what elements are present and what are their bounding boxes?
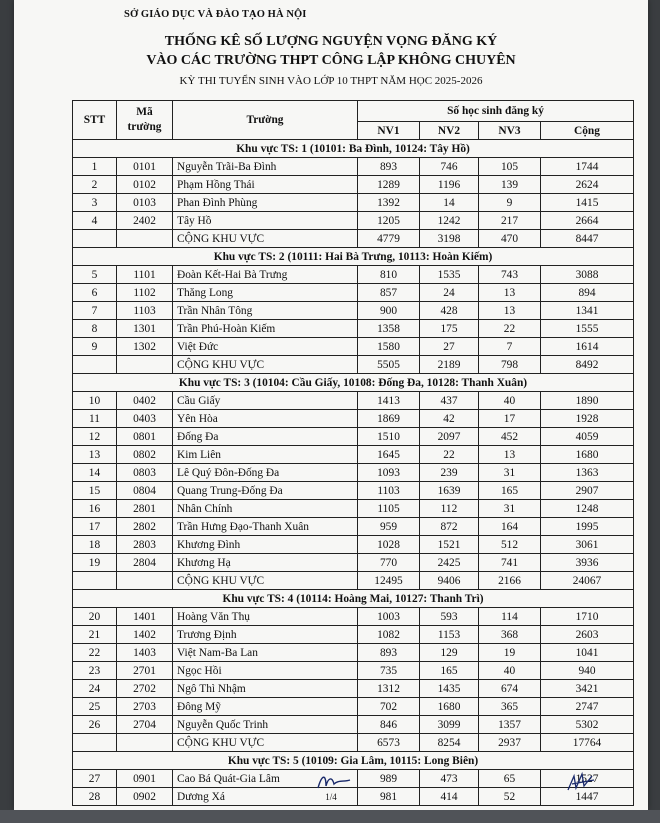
cell-school-name: Ngọc Hồi [173,662,358,680]
cell-nv3: 165 [479,482,541,500]
cell-school-name: Cao Bá Quát-Gia Lâm [173,770,358,788]
cell-nv2: 414 [420,788,479,806]
cell-school-code: 1101 [117,266,173,284]
cell-nv3: 217 [479,212,541,230]
cell-nv3: 17 [479,410,541,428]
cell-nv1: 981 [358,788,420,806]
document-subtitle: KỲ THI TUYỂN SINH VÀO LỚP 10 THPT NĂM HỌC 2025-2026 [179,75,483,87]
cell-school-code: 1103 [117,302,173,320]
cell-nv2: 24 [420,284,479,302]
table-row [73,446,634,464]
total-nv1: 12495 [358,572,420,590]
cell-school-name: Hoàng Văn Thụ [173,608,358,626]
total-nv3: 470 [479,230,541,248]
header-nv3: NV3 [479,122,541,140]
initials-signature-icon [314,770,354,792]
cell-total: 3936 [541,554,634,572]
cell-stt: 13 [73,446,117,464]
cell-empty [117,356,173,374]
cell-total: 2747 [541,698,634,716]
cell-nv2: 428 [420,302,479,320]
table-row [73,482,634,500]
cell-school-code: 2803 [117,536,173,554]
cell-nv2: 872 [420,518,479,536]
cell-school-name: Đông Mỹ [173,698,358,716]
cell-total: 1995 [541,518,634,536]
registration-table [72,100,634,806]
cell-nv2: 14 [420,194,479,212]
table-row [73,302,634,320]
cell-nv2: 165 [420,662,479,680]
cell-stt: 27 [73,770,117,788]
cell-nv1: 1003 [358,608,420,626]
table-row [73,194,634,212]
cell-nv3: 19 [479,644,541,662]
total-nv1: 6573 [358,734,420,752]
cell-school-code: 1301 [117,320,173,338]
cell-stt: 4 [73,212,117,230]
cell-school-name: Trần Phú-Hoàn Kiếm [173,320,358,338]
cell-nv3: 365 [479,698,541,716]
cell-nv1: 1205 [358,212,420,230]
cell-total: 1041 [541,644,634,662]
cell-school-code: 0801 [117,428,173,446]
cell-total: 1744 [541,158,634,176]
cell-nv3: 164 [479,518,541,536]
cell-nv1: 770 [358,554,420,572]
total-nv2: 2189 [420,356,479,374]
cell-nv2: 22 [420,446,479,464]
cell-total: 2624 [541,176,634,194]
cell-nv3: 13 [479,284,541,302]
cell-school-name: Khương Hạ [173,554,358,572]
table-row [73,698,634,716]
cell-total: 1341 [541,302,634,320]
cell-school-code: 2703 [117,698,173,716]
cell-nv1: 1869 [358,410,420,428]
table-row [73,554,634,572]
total-nv2: 3198 [420,230,479,248]
cell-nv1: 1580 [358,338,420,356]
cell-nv2: 1521 [420,536,479,554]
cell-total: 1363 [541,464,634,482]
cell-school-code: 0103 [117,194,173,212]
viewer-bottom-strip [0,810,660,823]
cell-stt: 15 [73,482,117,500]
cell-nv2: 437 [420,392,479,410]
cell-nv1: 846 [358,716,420,734]
cell-school-name: Nhân Chính [173,500,358,518]
cell-nv2: 1242 [420,212,479,230]
cell-total: 1614 [541,338,634,356]
cell-stt: 21 [73,626,117,644]
cell-total: 2603 [541,626,634,644]
cell-nv1: 893 [358,158,420,176]
cell-stt: 26 [73,716,117,734]
document-page [14,0,648,810]
cell-empty [73,734,117,752]
cell-total: 4059 [541,428,634,446]
cell-nv3: 52 [479,788,541,806]
cell-nv2: 175 [420,320,479,338]
total-nv2: 9406 [420,572,479,590]
region-title: Khu vực TS: 3 (10104: Cầu Giấy, 10108: Đống Đa, 10128: Thanh Xuân) [73,374,634,392]
cell-stt: 22 [73,644,117,662]
cell-nv3: 22 [479,320,541,338]
cell-school-name: Cầu Giấy [173,392,358,410]
header-nv2: NV2 [420,122,479,140]
cell-nv3: 13 [479,446,541,464]
cell-total: 1890 [541,392,634,410]
cell-school-code: 2402 [117,212,173,230]
total-sum: 17764 [541,734,634,752]
cell-school-code: 0102 [117,176,173,194]
region-header-row [73,752,634,770]
cell-total: 3061 [541,536,634,554]
cell-nv3: 31 [479,500,541,518]
cell-stt: 23 [73,662,117,680]
region-title: Khu vực TS: 4 (10114: Hoàng Mai, 10127: Thanh Trì) [73,590,634,608]
cell-nv2: 593 [420,608,479,626]
cell-nv1: 900 [358,302,420,320]
table-row [73,644,634,662]
cell-nv2: 129 [420,644,479,662]
cell-school-code: 1403 [117,644,173,662]
cell-nv2: 1639 [420,482,479,500]
cell-stt: 2 [73,176,117,194]
table-row [73,464,634,482]
cell-empty [117,734,173,752]
cell-nv1: 989 [358,770,420,788]
cell-nv3: 674 [479,680,541,698]
cell-nv2: 1535 [420,266,479,284]
cell-nv1: 1392 [358,194,420,212]
cell-total: 1555 [541,320,634,338]
cell-total: 894 [541,284,634,302]
cell-stt: 8 [73,320,117,338]
cell-school-name: Phạm Hồng Thái [173,176,358,194]
table-row [73,410,634,428]
cell-total: 2907 [541,482,634,500]
cell-nv2: 1153 [420,626,479,644]
cell-empty [117,230,173,248]
cell-nv1: 1082 [358,626,420,644]
table-row [73,284,634,302]
table-row [73,518,634,536]
cell-total: 3088 [541,266,634,284]
cell-nv1: 1028 [358,536,420,554]
signature-icon [564,770,604,794]
cell-school-name: Trương Định [173,626,358,644]
cell-school-name: Việt Nam-Ba Lan [173,644,358,662]
cell-stt: 24 [73,680,117,698]
cell-nv3: 65 [479,770,541,788]
cell-school-name: Tây Hồ [173,212,358,230]
cell-nv1: 857 [358,284,420,302]
cell-nv1: 1510 [358,428,420,446]
header-registered-students: Số học sinh đăng ký [358,101,634,122]
total-label: CỘNG KHU VỰC [173,734,358,752]
cell-stt: 14 [73,464,117,482]
cell-stt: 5 [73,266,117,284]
table-row [73,626,634,644]
cell-total: 3421 [541,680,634,698]
cell-nv1: 959 [358,518,420,536]
page-number: 1/4 [325,792,337,802]
document-title-line1: THỐNG KÊ SỐ LƯỢNG NGUYỆN VỌNG ĐĂNG KÝ [164,34,498,49]
cell-nv1: 735 [358,662,420,680]
cell-total: 1928 [541,410,634,428]
total-nv3: 798 [479,356,541,374]
cell-total: 1680 [541,446,634,464]
cell-nv3: 452 [479,428,541,446]
cell-school-code: 2802 [117,518,173,536]
cell-total: 1415 [541,194,634,212]
cell-school-code: 1102 [117,284,173,302]
table-row [73,392,634,410]
cell-nv3: 40 [479,392,541,410]
cell-stt: 1 [73,158,117,176]
cell-school-code: 0804 [117,482,173,500]
cell-school-name: Dương Xá [173,788,358,806]
cell-school-code: 0902 [117,788,173,806]
cell-nv2: 3099 [420,716,479,734]
cell-school-name: Quang Trung-Đống Đa [173,482,358,500]
cell-nv3: 9 [479,194,541,212]
table-row [73,662,634,680]
cell-school-name: Trần Nhân Tông [173,302,358,320]
cell-school-code: 2801 [117,500,173,518]
cell-nv1: 810 [358,266,420,284]
cell-nv2: 239 [420,464,479,482]
cell-school-code: 2704 [117,716,173,734]
cell-stt: 20 [73,608,117,626]
cell-school-name: Kim Liên [173,446,358,464]
cell-nv2: 473 [420,770,479,788]
cell-nv1: 1093 [358,464,420,482]
region-title: Khu vực TS: 1 (10101: Ba Đình, 10124: Tây Hồ) [73,140,634,158]
cell-school-code: 0403 [117,410,173,428]
table-row [73,176,634,194]
region-total-row [73,572,634,590]
region-total-row [73,356,634,374]
cell-school-name: Trần Hưng Đạo-Thanh Xuân [173,518,358,536]
header-stt: STT [73,101,117,140]
cell-school-name: Đống Đa [173,428,358,446]
table-row [73,212,634,230]
cell-nv3: 31 [479,464,541,482]
cell-nv1: 1103 [358,482,420,500]
total-label: CỘNG KHU VỰC [173,230,358,248]
cell-nv3: 512 [479,536,541,554]
region-title: Khu vực TS: 5 (10109: Gia Lâm, 10115: Long Biên) [73,752,634,770]
cell-total: 940 [541,662,634,680]
total-nv1: 5505 [358,356,420,374]
cell-total: 1710 [541,608,634,626]
header-school-code: Mã trường [117,101,173,140]
cell-school-code: 0402 [117,392,173,410]
total-nv1: 4779 [358,230,420,248]
cell-nv1: 1312 [358,680,420,698]
region-header-row [73,248,634,266]
region-header-row [73,374,634,392]
region-total-row [73,230,634,248]
cell-nv1: 893 [358,644,420,662]
cell-stt: 17 [73,518,117,536]
header-nv1: NV1 [358,122,420,140]
organization-name: SỞ GIÁO DỤC VÀ ĐÀO TẠO HÀ NỘI [124,9,307,20]
cell-nv1: 1105 [358,500,420,518]
cell-nv1: 1358 [358,320,420,338]
header-school: Trường [173,101,358,140]
cell-stt: 28 [73,788,117,806]
cell-nv3: 114 [479,608,541,626]
cell-school-code: 2701 [117,662,173,680]
cell-total: 1447 [541,788,634,806]
total-nv2: 8254 [420,734,479,752]
cell-stt: 9 [73,338,117,356]
cell-nv3: 741 [479,554,541,572]
cell-nv3: 7 [479,338,541,356]
cell-school-code: 0803 [117,464,173,482]
cell-stt: 11 [73,410,117,428]
table-row [73,320,634,338]
total-sum: 8492 [541,356,634,374]
cell-nv1: 1645 [358,446,420,464]
cell-nv3: 105 [479,158,541,176]
cell-school-name: Thăng Long [173,284,358,302]
cell-nv3: 743 [479,266,541,284]
cell-stt: 19 [73,554,117,572]
cell-school-name: Lê Quý Đôn-Đống Đa [173,464,358,482]
cell-total: 5302 [541,716,634,734]
cell-nv2: 2097 [420,428,479,446]
cell-school-name: Đoàn Kết-Hai Bà Trưng [173,266,358,284]
table-row [73,680,634,698]
cell-nv2: 1680 [420,698,479,716]
table-row [73,608,634,626]
cell-stt: 3 [73,194,117,212]
cell-school-name: Yên Hòa [173,410,358,428]
cell-stt: 16 [73,500,117,518]
table-row [73,338,634,356]
cell-school-code: 0101 [117,158,173,176]
cell-stt: 6 [73,284,117,302]
cell-total: 1248 [541,500,634,518]
cell-school-code: 1302 [117,338,173,356]
total-nv3: 2937 [479,734,541,752]
cell-school-code: 0802 [117,446,173,464]
cell-school-code: 1401 [117,608,173,626]
total-sum: 24067 [541,572,634,590]
cell-nv2: 2425 [420,554,479,572]
region-header-row [73,140,634,158]
table-row [73,500,634,518]
cell-stt: 18 [73,536,117,554]
region-header-row [73,590,634,608]
cell-school-name: Việt Đức [173,338,358,356]
cell-nv2: 27 [420,338,479,356]
cell-empty [73,356,117,374]
cell-nv2: 112 [420,500,479,518]
table-body [73,140,634,806]
cell-school-code: 2804 [117,554,173,572]
cell-nv2: 746 [420,158,479,176]
region-total-row [73,734,634,752]
region-title: Khu vực TS: 2 (10111: Hai Bà Trưng, 10113: Hoàn Kiếm) [73,248,634,266]
cell-school-name: Nguyễn Quốc Trinh [173,716,358,734]
total-label: CỘNG KHU VỰC [173,356,358,374]
cell-total: 1527 [541,770,634,788]
cell-school-name: Khương Đình [173,536,358,554]
total-sum: 8447 [541,230,634,248]
cell-school-code: 1402 [117,626,173,644]
cell-stt: 7 [73,302,117,320]
cell-nv1: 1413 [358,392,420,410]
cell-nv2: 42 [420,410,479,428]
document-title-line2: VÀO CÁC TRƯỜNG THPT CÔNG LẬP KHÔNG CHUYÊN [146,53,516,68]
cell-empty [73,230,117,248]
cell-school-name: Nguyễn Trãi-Ba Đình [173,158,358,176]
cell-school-code: 2702 [117,680,173,698]
cell-stt: 25 [73,698,117,716]
table-row [73,536,634,554]
cell-nv3: 13 [479,302,541,320]
table-row [73,158,634,176]
table-row [73,716,634,734]
table-row [73,428,634,446]
cell-school-name: Phan Đình Phùng [173,194,358,212]
total-label: CỘNG KHU VỰC [173,572,358,590]
total-nv3: 2166 [479,572,541,590]
cell-empty [73,572,117,590]
cell-school-name: Ngô Thì Nhậm [173,680,358,698]
cell-school-code: 0901 [117,770,173,788]
table-row [73,266,634,284]
cell-total: 2664 [541,212,634,230]
cell-stt: 10 [73,392,117,410]
cell-nv1: 1289 [358,176,420,194]
cell-nv2: 1435 [420,680,479,698]
cell-nv3: 40 [479,662,541,680]
header-total: Cộng [541,122,634,140]
cell-stt: 12 [73,428,117,446]
cell-nv3: 368 [479,626,541,644]
cell-empty [117,572,173,590]
cell-nv3: 139 [479,176,541,194]
cell-nv3: 1357 [479,716,541,734]
cell-nv1: 702 [358,698,420,716]
cell-nv2: 1196 [420,176,479,194]
